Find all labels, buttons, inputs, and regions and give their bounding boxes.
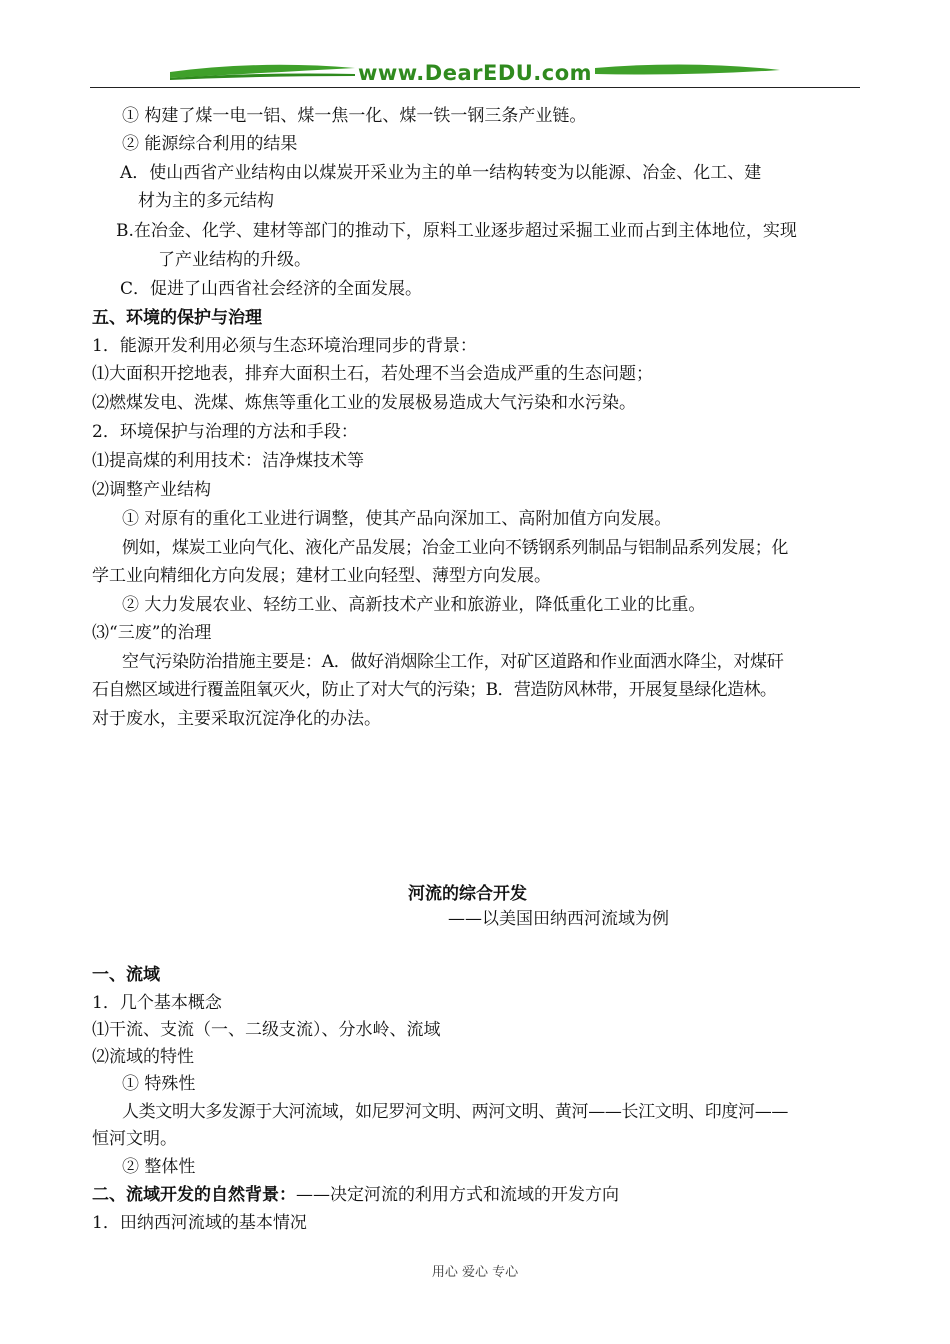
section-heading <box>92 1184 619 1206</box>
paragraph: 恒河文明。 <box>92 1129 177 1149</box>
list-item: 了产业结构的升级。 <box>158 250 311 270</box>
page-title: 河流的综合开发 <box>408 884 527 904</box>
list-item: C．促进了山西省社会经济的全面发展。 <box>120 279 423 299</box>
paragraph: 1．田纳西河流域的基本情况 <box>92 1213 307 1233</box>
page-footer: 用心 爱心 专心 <box>431 1265 519 1280</box>
paragraph: ⑴干流、支流（一、二级支流）、分水岭、流域 <box>92 1020 441 1040</box>
paragraph: 对于废水，主要采取沉淀净化的办法。 <box>92 709 381 729</box>
paragraph: ⑶“三废”的治理 <box>92 623 212 643</box>
paragraph: 石自燃区域进行覆盖阻氧灭火，防止了对大气的污染；B．营造防风林带，开展复垦绿化造林。 <box>92 680 777 700</box>
paragraph: ⑵燃煤发电、洗煤、炼焦等重化工业的发展极易造成大气污染和水污染。 <box>92 393 636 413</box>
section-heading-rest: ——决定河流的利用方式和流域的开发方向 <box>296 1185 619 1205</box>
list-item: A．使山西省产业结构由以煤炭开采业为主的单一结构转变为以能源、冶金、化工、建 <box>120 163 762 183</box>
section-heading: 一、流域 <box>92 965 160 985</box>
paragraph: 学工业向精细化方向发展；建材工业向轻型、薄型方向发展。 <box>92 566 551 586</box>
paragraph: 人类文明大多发源于大河流域，如尼罗河文明、两河文明、黄河——长江文明、印度河—— <box>122 1102 788 1122</box>
paragraph: ② 整体性 <box>122 1157 196 1177</box>
list-item: 材为主的多元结构 <box>138 191 274 211</box>
logo-text: www.DearEDU.com <box>357 61 593 85</box>
paragraph: ② 大力发展农业、轻纺工业、高新技术产业和旅游业，降低重化工业的比重。 <box>122 595 706 615</box>
page-subtitle: ——以美国田纳西河流域为例 <box>448 909 669 929</box>
paragraph: 空气污染防治措施主要是：A．做好消烟除尘工作，对矿区道路和作业面洒水降尘，对煤矸 <box>122 652 784 672</box>
paragraph: ⑵调整产业结构 <box>92 480 211 500</box>
site-logo <box>170 58 780 88</box>
paragraph: 1．几个基本概念 <box>92 993 222 1013</box>
paragraph: 1．能源开发利用必须与生态环境治理同步的背景： <box>92 336 477 356</box>
section-heading-bold: 二、流域开发的自然背景： <box>92 1185 296 1205</box>
paragraph: ⑴大面积开挖地表，排弃大面积土石，若处理不当会造成严重的生态问题； <box>92 364 653 384</box>
paragraph: ⑴提高煤的利用技术：洁净煤技术等 <box>92 451 364 471</box>
page-header <box>90 58 860 94</box>
paragraph: ① 对原有的重化工业进行调整，使其产品向深加工、高附加值方向发展。 <box>122 509 672 529</box>
paragraph: ⑵流域的特性 <box>92 1047 194 1067</box>
paragraph: 2．环境保护与治理的方法和手段： <box>92 422 358 442</box>
list-item: B.在冶金、化学、建材等部门的推动下，原料工业逐步超过采掘工业而占到主体地位，实现 <box>116 221 797 241</box>
header-divider <box>90 87 860 88</box>
paragraph: 例如，煤炭工业向气化、液化产品发展；冶金工业向不锈钢系列制品与铝制品系列发展；化 <box>122 538 788 558</box>
section-heading: 五、环境的保护与治理 <box>92 308 262 328</box>
paragraph: ① 特殊性 <box>122 1074 196 1094</box>
list-item: ① 构建了煤一电一铝、煤一焦一化、煤一铁一钢三条产业链。 <box>122 106 587 126</box>
list-item: ② 能源综合利用的结果 <box>122 134 298 154</box>
